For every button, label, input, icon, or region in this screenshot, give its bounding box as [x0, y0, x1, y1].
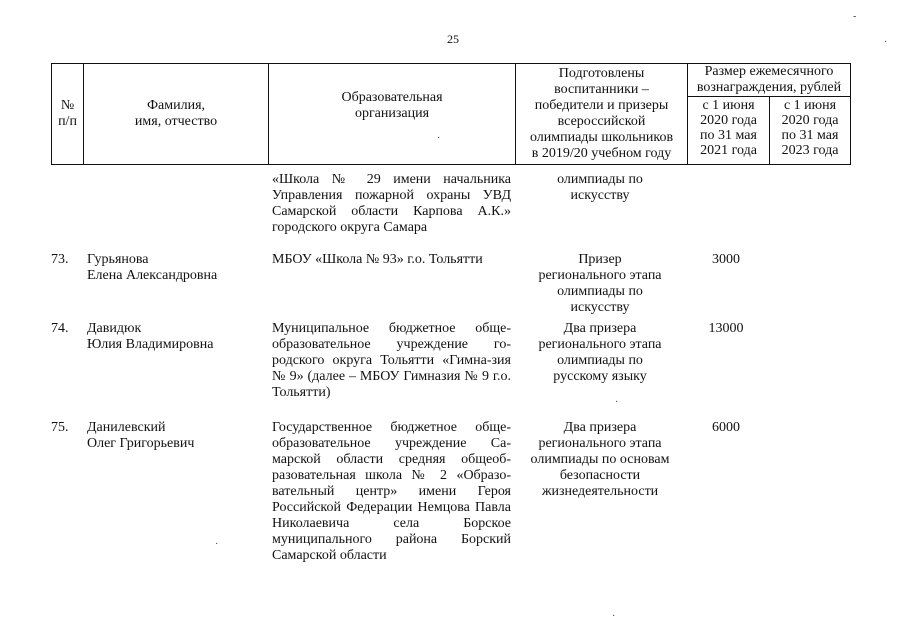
- row-amount: 13000: [708, 321, 744, 336]
- row-prepared: Два призера регионального этапа олимпиады по русскому языку: [538, 321, 662, 384]
- header-prepared-students: Подготовлены воспитанники – победители и призеры всероссийской олимпиады школьников в 2019/20 учебном году: [516, 64, 688, 165]
- header-organization: Образовательная организация: [269, 64, 516, 165]
- continuation-organization: «Школа № 29 имени начальника Управления пожарной охраны УВД Самарской области Карпова А.К.» городского округа Самара: [272, 172, 511, 235]
- row-prepared: Два призера регионального этапа олимпиады по основам безопасности жизнедеятельности: [530, 420, 670, 499]
- header-period-2021: с 1 июня 2020 года по 31 мая 2021 года: [688, 97, 770, 165]
- scan-speck: ·: [612, 611, 616, 622]
- scan-speck: ·: [437, 133, 441, 144]
- scan-speck: -: [853, 11, 857, 22]
- row-full-name: Давидюк Юлия Владимировна: [87, 321, 214, 352]
- row-prepared: Призер регионального этапа олимпиады по искусству: [538, 252, 662, 315]
- header-number: № п/п: [52, 64, 84, 165]
- header-full-name: Фамилия, имя, отчество: [84, 64, 269, 165]
- row-organization: МБОУ «Школа № 93» г.о. Тольятти: [272, 252, 483, 267]
- header-monthly-reward: Размер ежемесячного вознаграждения, рублей: [688, 64, 851, 97]
- row-full-name: Данилевский Олег Григорьевич: [87, 420, 195, 451]
- header-period-2023: с 1 июня 2020 года по 31 мая 2023 года: [770, 97, 851, 165]
- row-number: 74.: [51, 321, 69, 336]
- scan-speck: ·: [884, 37, 888, 48]
- continuation-prepared: олимпиады по искусству: [557, 172, 643, 203]
- page-number: 25: [447, 32, 459, 46]
- table-header: [51, 63, 851, 165]
- scan-speck: ·: [215, 539, 219, 550]
- row-amount: 6000: [712, 420, 740, 435]
- row-amount: 3000: [712, 252, 740, 267]
- row-organization: Муниципальное бюджетное обще-образовательное учреждение го-родского округа Тольятти «Гимна-зия № 9» (далее – МБОУ Гимназия № 9 г.о. Тольятти): [272, 321, 511, 400]
- row-full-name: Гурьянова Елена Александровна: [87, 252, 218, 283]
- row-number: 75.: [51, 420, 69, 435]
- row-organization: Государственное бюджетное обще-образовательное учреждение Са-марской области средняя общеоб-разовательная школа № 2 «Образо-вательный центр» имени Героя Российской Федерации Немцова Павла Николаевича села Борское муниципального района Борский Самарской области: [272, 420, 511, 563]
- row-number: 73.: [51, 252, 69, 267]
- scan-speck: ·: [615, 397, 619, 408]
